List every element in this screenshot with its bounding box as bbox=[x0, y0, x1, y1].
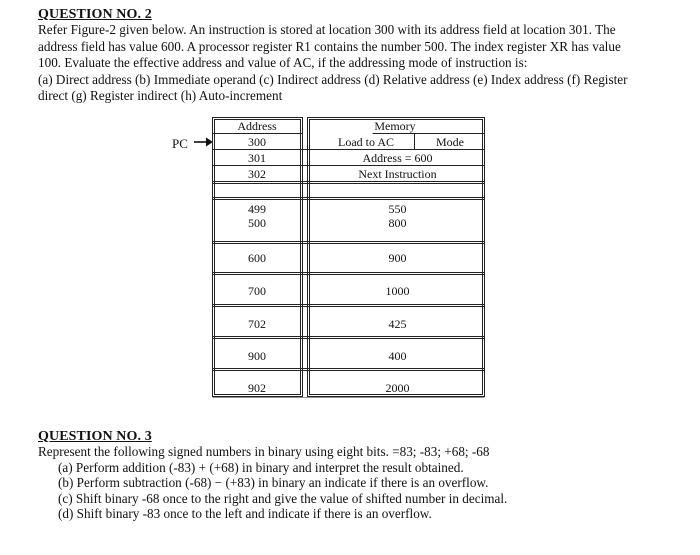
question-3-item: (a) Perform addition (-83) + (+68) in binary and interpret the result obtained. bbox=[58, 459, 464, 475]
address-cell: 702 bbox=[248, 317, 266, 331]
memory-value-cell: 2000 bbox=[385, 381, 410, 395]
question-2-line: address field has value 600. A processor register R1 contains the number 500. The index register XR has value bbox=[38, 38, 621, 54]
address-302: 302 bbox=[248, 167, 266, 181]
address-300: 300 bbox=[248, 135, 266, 149]
address-cell: 900 bbox=[248, 349, 266, 363]
question-3-item: (c) Shift binary -68 once to the right and give the value of shifted number in decimal. bbox=[58, 490, 508, 506]
question-2-heading: QUESTION NO. 2 bbox=[38, 7, 152, 22]
question-3-text bbox=[38, 444, 678, 522]
question-3-item: (b) Perform subtraction (-68) − (+83) in binary an indicate if there is an overflow. bbox=[58, 475, 489, 490]
memory-value-cell: 425 bbox=[388, 317, 407, 331]
pc-arrow-icon bbox=[192, 135, 214, 149]
load-to-ac: Load to AC bbox=[338, 135, 394, 149]
question-3-item: (d) Shift binary -83 once to the left and indicate if there is an overflow. bbox=[58, 506, 432, 521]
question-2-line: 100. Evaluate the effective address and value of AC, if the addressing mode of instruction is: bbox=[38, 55, 528, 70]
question-2-text bbox=[38, 22, 666, 105]
memory-header: Memory bbox=[374, 119, 416, 133]
memory-value-cell: 1000 bbox=[385, 284, 410, 298]
question-2-line: (a) Direct address (b) Immediate operand (c) Indirect address (d) Relative address (e) Index address (f) Register bbox=[38, 71, 628, 87]
memory-value-cell: 800 bbox=[388, 216, 407, 230]
question-3-intro: Represent the following signed numbers in binary using eight bits. =83; -83; +68; -68 bbox=[38, 444, 490, 459]
address-cell: 500 bbox=[248, 216, 266, 230]
question-2-line: Refer Figure-2 given below. An instruction is stored at location 300 with its address field at location 301. The bbox=[38, 22, 616, 37]
memory-value-cell: 400 bbox=[388, 349, 407, 363]
address-301: 301 bbox=[248, 151, 266, 165]
address-600-field: Address = 600 bbox=[362, 151, 433, 165]
question-2-line: direct (g) Register indirect (h) Auto-increment bbox=[38, 88, 283, 103]
mode-field: Mode bbox=[436, 135, 464, 149]
memory-value-cell: 900 bbox=[388, 251, 407, 265]
address-cell: 499 bbox=[248, 202, 266, 216]
address-cell: 600 bbox=[248, 251, 266, 265]
address-header: Address bbox=[237, 119, 277, 133]
address-cell: 902 bbox=[248, 381, 266, 395]
address-cell: 700 bbox=[248, 284, 266, 298]
memory-value-cell: 550 bbox=[388, 202, 407, 216]
next-instruction: Next Instruction bbox=[358, 167, 437, 181]
pc-label: PC bbox=[172, 136, 188, 151]
question-3-heading: QUESTION NO. 3 bbox=[38, 429, 152, 444]
